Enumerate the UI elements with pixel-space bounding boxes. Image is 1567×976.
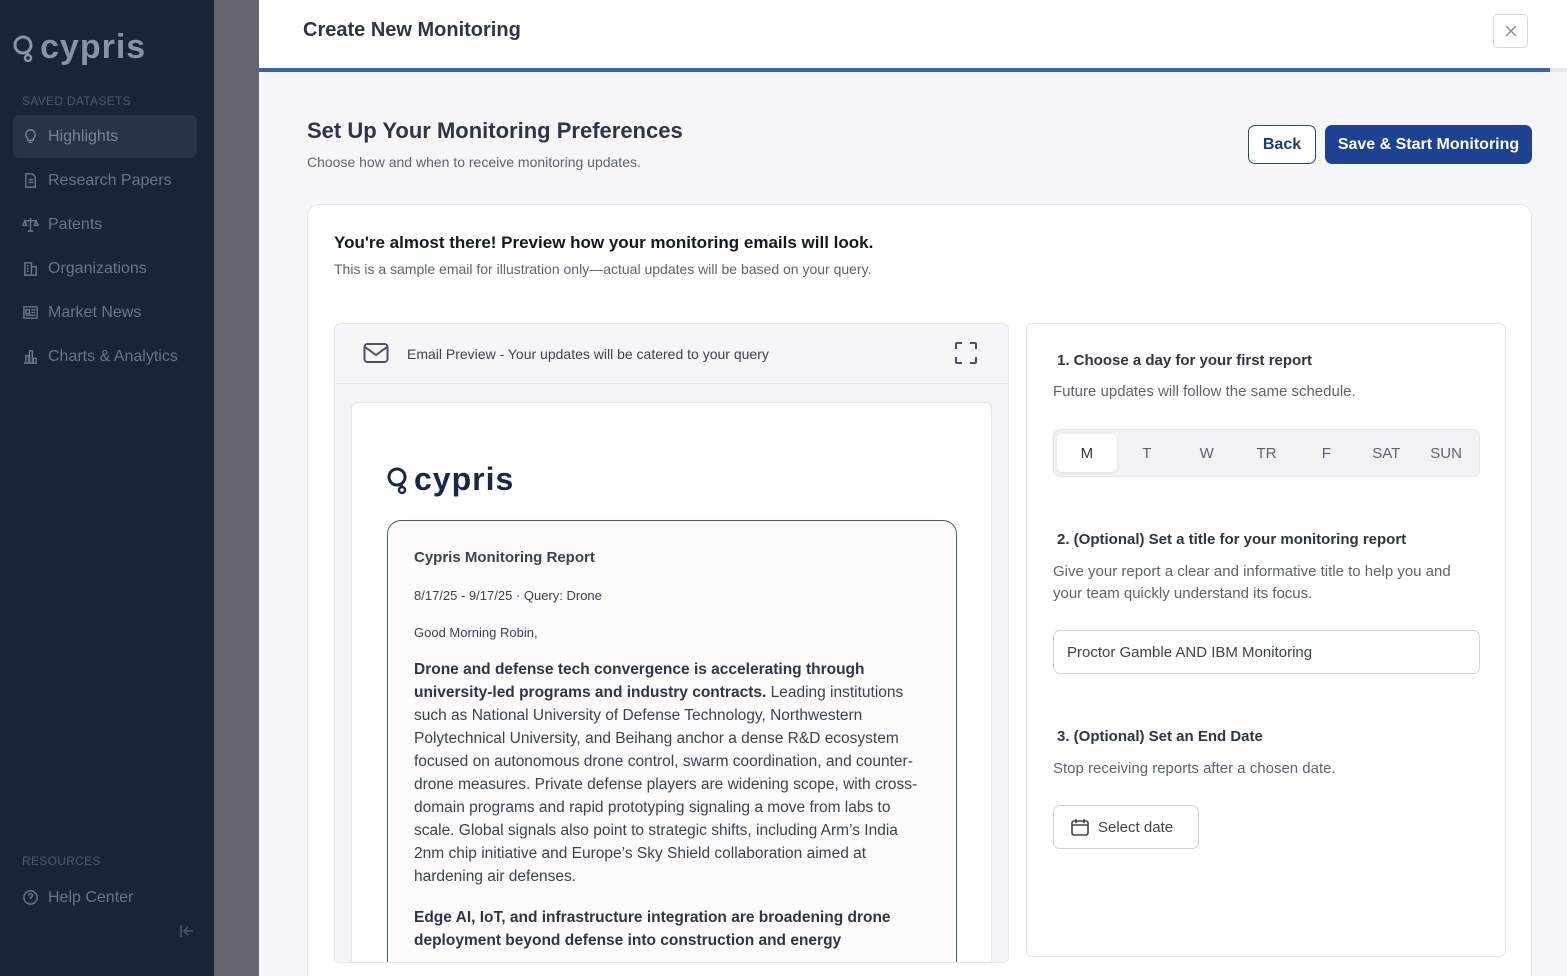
sidebar-item-market-news[interactable] [13, 291, 197, 334]
panel-header [259, 0, 1567, 68]
sidebar-item-highlights[interactable] [13, 115, 197, 158]
day-option-tr[interactable]: TR [1256, 444, 1277, 462]
cypris-logo-icon [12, 31, 38, 65]
sidebar-logo[interactable] [12, 28, 146, 67]
report-greeting: Good Morning Robin, [414, 625, 538, 640]
newspaper-icon [22, 304, 39, 321]
step2-subtitle: Give your report a clear and informative title to help you and your team quickly understand its focus. [1053, 563, 1451, 602]
sidebar-item-organizations[interactable] [13, 247, 197, 290]
report-paragraph-lead: Edge AI, IoT, and infrastructure integration are broadening drone deployment beyond defense into construction and energy [414, 909, 891, 949]
expand-icon[interactable] [954, 341, 978, 365]
email-logo [386, 461, 514, 498]
sidebar-item-label: Charts & Analytics [48, 347, 178, 365]
email-logo-text: cypris [414, 461, 515, 497]
lightbulb-icon [22, 128, 39, 145]
step1-title: 1. Choose a day for your first report [1057, 352, 1313, 369]
sidebar-item-label: Patents [48, 215, 103, 233]
sidebar-item-patents[interactable] [13, 203, 197, 246]
close-icon [1505, 25, 1517, 37]
page-heading: Set Up Your Monitoring Preferences [307, 118, 683, 143]
progress-bar [259, 68, 1567, 72]
email-preview-label: Email Preview - Your updates will be catered to your query [407, 346, 769, 362]
bar-chart-icon [22, 348, 39, 365]
sidebar-item-help-center[interactable] [13, 876, 197, 919]
document-icon [22, 172, 39, 189]
collapse-sidebar-icon[interactable] [178, 922, 196, 940]
mail-icon [363, 342, 389, 364]
email-preview-bar [335, 324, 1008, 384]
schedule-settings [1026, 323, 1506, 957]
day-option-m[interactable]: M [1057, 434, 1117, 472]
logo-text: cypris [40, 28, 147, 66]
report-title: Cypris Monitoring Report [414, 549, 595, 566]
calendar-icon [1070, 817, 1090, 837]
report-paragraph [414, 906, 930, 952]
sidebar-item-research-papers[interactable] [13, 159, 197, 202]
progress-fill [259, 68, 1550, 72]
report-paragraph-text: Leading institutions such as National University of Defense Technology, Northwestern Polytechnical University, and Beihang anchor a dense R&D ecosystem focused on autonomous drone control, swarm coordination, and counter-drone measures. Private defense players are widening scope, with cross-domain programs and rapid prototyping signaling a move from labs to scale. Global signals also point to strategic shifts, including Arm’s India 2nm chip initiative and Europe’s Sky Shield collaboration aimed at hardening air defenses. [414, 684, 918, 885]
cypris-logo-icon [386, 463, 412, 497]
save-start-monitoring-button[interactable]: Save & Start Monitoring [1325, 125, 1532, 164]
report-paragraph [414, 658, 930, 888]
card-subheading: This is a sample email for illustration only—actual updates will be based on your query. [334, 261, 872, 277]
report-title-input[interactable] [1053, 630, 1480, 674]
scale-icon [22, 216, 39, 233]
email-preview [334, 323, 1009, 963]
saved-datasets-label: SAVED DATASETS [22, 94, 131, 108]
overlay-backdrop[interactable] [214, 0, 259, 976]
create-monitoring-panel [259, 0, 1567, 976]
sidebar-item-label: Research Papers [48, 171, 172, 189]
day-option-f[interactable]: F [1321, 444, 1331, 462]
report-paragraph-lead: Drone and defense tech convergence is accelerating through university-led programs and industry contracts. [414, 661, 865, 701]
page-subheading: Choose how and when to receive monitoring updates. [307, 154, 641, 170]
preview-card [307, 204, 1532, 976]
resources-label: RESOURCES [22, 854, 101, 868]
panel-title: Create New Monitoring [303, 19, 521, 41]
help-circle-icon [22, 889, 39, 906]
sidebar-item-label: Organizations [48, 259, 147, 277]
back-button[interactable]: Back [1248, 125, 1316, 164]
sidebar-item-label: Market News [48, 303, 142, 321]
day-option-w[interactable]: W [1199, 444, 1214, 462]
building-icon [22, 260, 39, 277]
sidebar-item-charts-analytics[interactable] [13, 335, 197, 378]
day-option-t[interactable]: T [1142, 444, 1152, 462]
close-button[interactable] [1493, 14, 1528, 48]
card-heading: You're almost there! Preview how your monitoring emails will look. [334, 233, 874, 252]
sidebar-item-label: Help Center [48, 888, 134, 906]
step3-title: 3. (Optional) Set an End Date [1057, 728, 1263, 745]
step2-title: 2. (Optional) Set a title for your monitoring report [1057, 531, 1407, 548]
step1-subtitle: Future updates will follow the same schedule. [1053, 383, 1356, 400]
select-date-button[interactable] [1053, 805, 1199, 849]
monitoring-report [387, 520, 957, 963]
email-body [351, 402, 992, 963]
day-selector [1053, 429, 1480, 477]
report-meta: 8/17/25 - 9/17/25 · Query: Drone [414, 588, 602, 603]
step3-subtitle: Stop receiving reports after a chosen date. [1053, 760, 1336, 777]
day-option-sun[interactable]: SUN [1430, 444, 1462, 462]
select-date-label: Select date [1098, 818, 1174, 836]
sidebar-item-label: Highlights [48, 127, 119, 145]
day-option-sat[interactable]: SAT [1372, 444, 1401, 462]
sidebar [0, 0, 214, 976]
